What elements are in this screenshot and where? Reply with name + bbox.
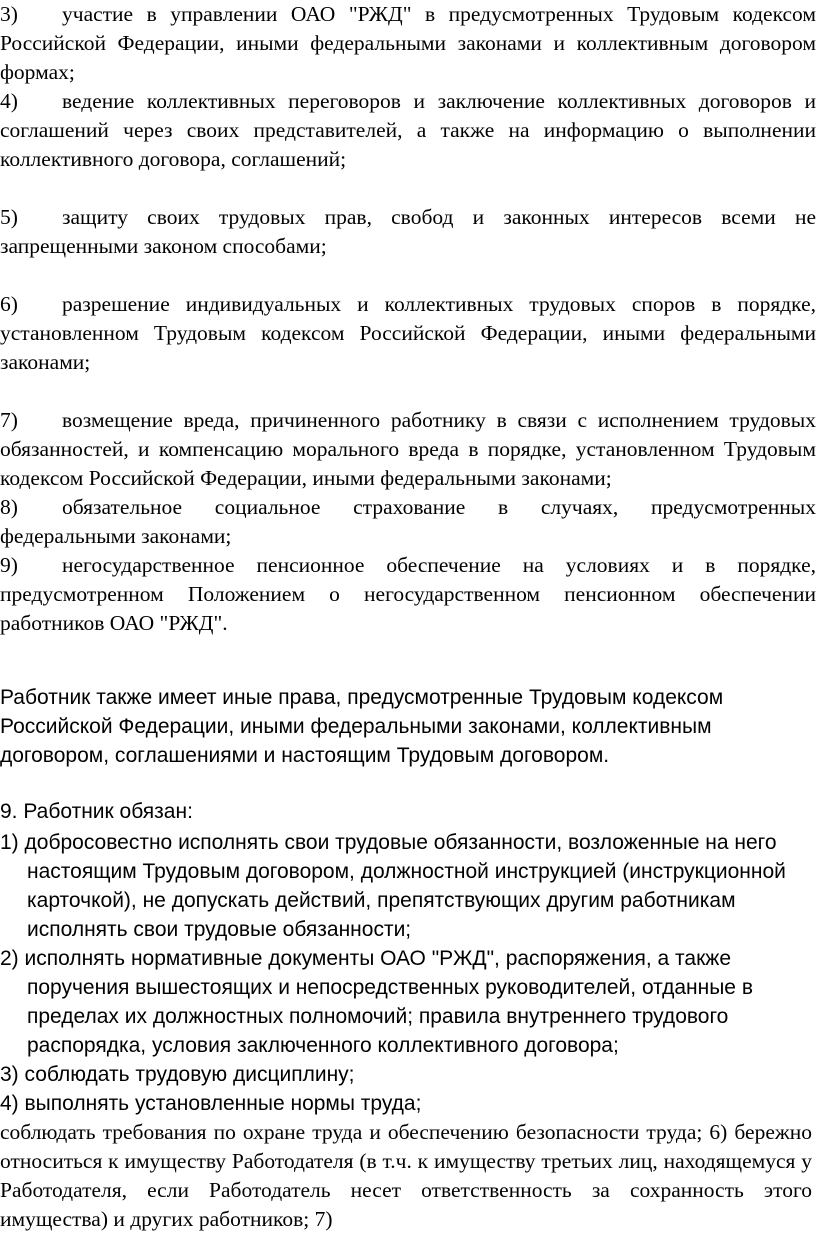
item-text: защиту своих трудовых прав, свобод и законных интересов всеми не запрещенными законом способами; [0,205,816,258]
rights-item-6 [0,290,816,377]
item-text: обязательное социальное страхование в случаях, предусмотренных федеральными законами; [0,495,816,548]
rights-item-7 [0,406,816,493]
item-number: 4) [0,89,18,113]
obligations-section [0,797,816,1234]
safety-paragraph: соблюдать требования по охране труда и обеспечению безопасности труда; 6) бережно относиться к имуществу Работодателя (в т.ч. к имуществу третьих лиц, находящемуся у Работодателя, если Работодатель несет ответственность за сохранность этого имущества) и других работников; 7) [0,1120,812,1231]
item-number: 6) [0,292,18,316]
obligation-item-1: 1) добросовестно исполнять свои трудовые обязанности, возложенные на него настоящим Трудовым договором, должностной инструкцией (инструкционной карточкой), не допускать действий, препятствующих другим работникам исполнять свои трудовые обязанности; [0,831,786,941]
obligation-item-4: 4) выполнять установленные нормы труда; [0,1092,422,1115]
item-number: 3) [0,2,18,26]
item-number: 7) [0,408,18,432]
item-text: негосударственное пенсионное обеспечение на условиях и в порядке, предусмотренном Положением о негосударственном пенсионном обеспечении работников ОАО "РЖД". [0,553,816,635]
obligation-item-2: 2) исполнять нормативные документы ОАО "РЖД", распоряжения, а также поручения вышестоящих и непосредственных руководителей, отданные в пределах их должностных полномочий; правила внутреннего трудового распорядка, условия заключенного коллективного договора; [0,947,753,1057]
obligations-heading: 9. Работник обязан: [0,800,193,823]
item-number: 8) [0,495,18,519]
rights-item-5 [0,203,816,261]
item-text: участие в управлении ОАО "РЖД" в предусмотренных Трудовым кодексом Российской Федерации, иными федеральными законами и коллективным договором формах; [0,2,816,84]
rights-item-3 [0,0,816,87]
item-number: 5) [0,205,18,229]
item-number: 9) [0,553,18,577]
item-text: возмещение вреда, причиненного работнику в связи с исполнением трудовых обязанностей, и компенсацию морального вреда в порядке, установленном Трудовым кодексом Российской Федерации, иными федеральными законами; [0,408,816,490]
obligation-item-3: 3) соблюдать трудовую дисциплину; [0,1063,355,1086]
rights-item-8 [0,493,816,551]
rights-item-4 [0,87,816,174]
item-text: ведение коллективных переговоров и заключение коллективных договоров и соглашений через своих представителей, а также на информацию о выполнении коллективного договора, соглашений; [0,89,816,171]
item-text: разрешение индивидуальных и коллективных трудовых споров в порядке, установленном Трудовым кодексом Российской Федерации, иными федеральными законами; [0,292,816,374]
rights-item-9 [0,551,816,638]
other-rights-paragraph: Работник также имеет иные права, предусмотренные Трудовым кодексом Российской Федерации, иными федеральными законами, коллективным договором, соглашениями и настоящим Трудовым договором. [0,686,724,767]
